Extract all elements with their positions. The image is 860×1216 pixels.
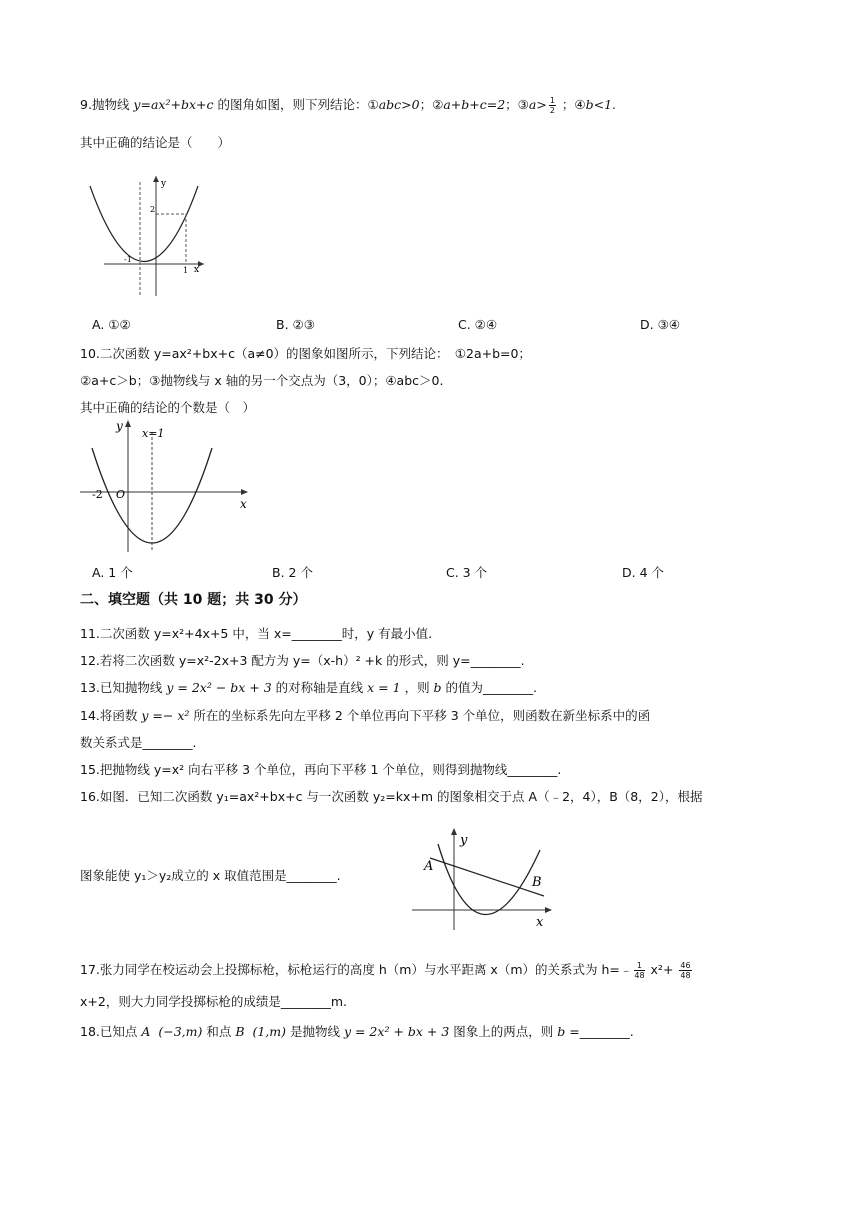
tick-x-neg2: -2 [92,488,103,501]
q16-prompt: 图象能使 y₁＞y₂成立的 x 取值范围是________. [80,868,341,883]
point-a-label: A [424,859,434,874]
y-axis-arrow [451,828,457,835]
x-axis-arrow [241,489,248,495]
q9-sep: ； [505,97,518,112]
q9-circle-2: ② [432,97,444,112]
frac-numerator: 46 [680,961,691,970]
q18-math-b: b [557,1024,566,1039]
q18-math-b-point: B [235,1024,245,1039]
q9-option-c[interactable]: C. ②④ [458,317,498,332]
q18-text2: 和点 [202,1024,236,1039]
q9-option-b[interactable]: B. ②③ [276,317,315,332]
q13-text: 13.已知抛物线 [80,680,167,695]
q9-sep: ； [557,97,575,112]
q14-line2: 数关系式是________. [80,735,197,750]
q9-option-d[interactable]: D. ③④ [640,317,680,332]
point-b-label: B [532,875,542,890]
parabola-curve [438,844,540,915]
q18-text4: 图象上的两点，则 [449,1024,558,1039]
q9-expression: y=ax²+bx+c [133,97,214,112]
q12: 12.若将二次函数 y=x²-2x+3 配方为 y=（x-h）² +k 的形式，则 y=________. [80,653,525,668]
q13-math-axis: x = 1 [367,680,401,695]
q18-text5: =________. [565,1024,634,1039]
q16-stem: 16.如图．已知二次函数 y₁=ax²+bx+c 与一次函数 y₂=kx+m 的图象相交于点 A（﹣2，4），B（8，2），根据 [80,789,703,804]
q18-text: 18.已知点 [80,1024,142,1039]
frac-denominator: 2 [549,106,555,115]
q13 [80,678,537,696]
q9-text2: 的图角如图，则下列结论： [213,97,368,112]
q9-stem [80,95,616,115]
q10-prompt: 其中正确的结论的个数是（ ） [80,400,256,415]
q13-text2: 的对称轴是直线 [271,680,368,695]
tick-y-2: 2 [150,205,156,214]
y-axis-arrow [153,176,159,182]
q10-option-d[interactable]: D. 4 个 [622,565,664,580]
q9-text: 抛物线 [91,97,134,112]
y-label: y [460,833,468,848]
q14-math: y =− x² [141,708,190,723]
q9-sep: ； [419,97,433,112]
x-label: x [536,915,544,930]
y-label: y [161,179,167,189]
origin-label: O [116,488,126,501]
frac-denominator: 48 [634,971,645,980]
q17-fraction-1 [634,961,644,980]
q11: 11.二次函数 y=x²+4x+5 中，当 x=________时，y 有最小值. [80,626,433,641]
q9-conclusion-4: b<1. [585,97,617,112]
frac-numerator: 1 [549,96,555,105]
q18-math-parabola: y = 2x² + bx + 3 [343,1024,450,1039]
q15: 15.把抛物线 y=x² 向右平移 3 个单位，再向下平移 1 个单位，则得到抛物线________. [80,762,562,777]
x-label: x [240,497,247,511]
q18 [80,1022,634,1040]
q13-text3: ，则 [400,680,434,695]
x-label: x [194,265,200,275]
q9-prompt: 其中正确的结论是（ ） [80,135,231,150]
q17-fraction-2 [679,961,691,980]
q18-math-a: A [141,1024,151,1039]
tick-x-1: 1 [183,266,189,275]
q13-text4: 的值为________. [441,680,538,695]
q9-option-a[interactable]: A. ①② [92,317,131,332]
q13-math-b: b [433,680,442,695]
section-title: 二、填空题（共 10 题；共 30 分） [80,592,307,608]
q17 [80,960,694,980]
q10-stem: 10.二次函数 y=ax²+bx+c（a≠0）的图象如图所示，下列结论： ①2a+b=0； [80,346,531,361]
q9-conclusion-3: a> [528,97,547,112]
q14 [80,706,650,724]
q9-conclusion-1: abc>0 [378,97,420,112]
q13-math-parabola: y = 2x² − bx + 3 [166,680,272,695]
q10-stem-line2: ②a+c＞b；③抛物线与 x 轴的另一个交点为（3，0）；④abc＞0. [80,373,444,388]
q14-text2: 所在的坐标系先向左平移 2 个单位再向下平移 3 个单位，则函数在新坐标系中的函 [189,708,651,723]
q17-text: 17.张力同学在校运动会上投掷标枪，标枪运行的高度 h（m）与水平距离 x（m）的关系式为 h=﹣ [80,962,633,977]
q9-circle-4: ④ [574,97,586,112]
q16-graph [408,822,558,932]
q10-option-c[interactable]: C. 3 个 [446,565,488,580]
q18-text3: 是抛物线 [286,1024,344,1039]
symmetry-label: x=1 [142,427,165,440]
tick-x-neg1: -1 [124,255,132,264]
q9-circle-1: ① [367,97,379,112]
frac-denominator: 48 [680,971,691,980]
q9-conclusion-2: a+b+c=2 [443,97,506,112]
q10-option-b[interactable]: B. 2 个 [272,565,313,580]
q10-parabola-graph [80,418,252,554]
q14-text: 14.将函数 [80,708,142,723]
q9-parabola-graph [84,172,208,300]
q17-line2: x+2，则大力同学投掷标枪的成绩是________m. [80,994,347,1009]
q9-circle-3: ③ [517,97,529,112]
q17-text2: x²+ [646,962,678,977]
y-label: y [116,419,123,433]
y-axis-arrow [125,420,131,427]
frac-numerator: 1 [634,961,644,971]
parabola-curve [90,186,198,262]
q9-number: 9. [80,97,92,112]
q10-option-a[interactable]: A. 1 个 [92,565,133,580]
q18-math-b-coord: (1,m) [252,1024,286,1039]
x-axis-arrow [545,907,552,913]
q9-fraction [549,96,556,115]
q18-math-a-coord: (−3,m) [158,1024,203,1039]
